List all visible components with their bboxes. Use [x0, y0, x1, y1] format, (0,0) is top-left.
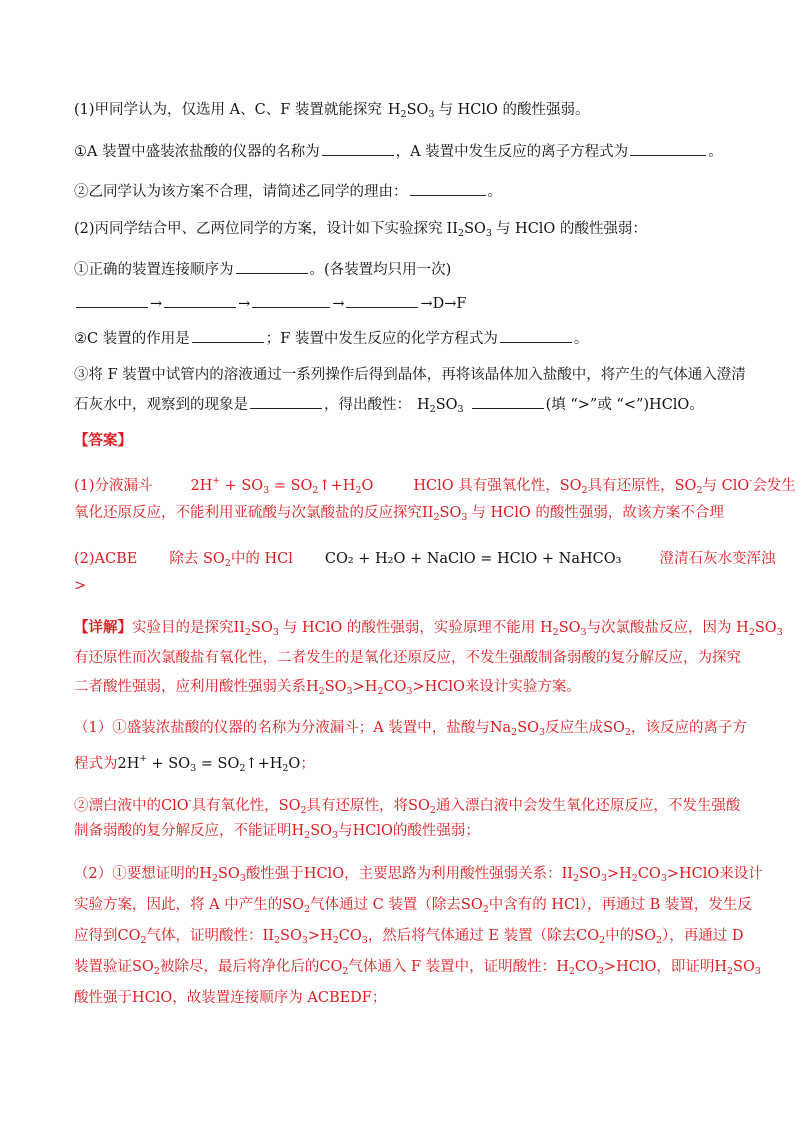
formula-h2so3: $H_2SO_3$ — [387, 102, 435, 120]
q2-2: ②C 装置的作用是 ；F 装置中发生反应的化学方程式为 。 — [74, 328, 588, 349]
q1-2: ②乙同学认为该方案不合理，请简述乙同学的理由： 。 — [74, 181, 502, 202]
detail-p2-l2: 程式为$2H^+ + SO_3$ = $SO_2↑+H_2O$； — [74, 754, 315, 774]
answer-blank[interactable] — [250, 394, 322, 409]
answer-1-line1: (1)分液漏斗 $2H^+ + SO_3$ = $SO_2↑+H_2O$ HClO 具有强氧化性，$SO_2$具有还原性，$SO_2$与 ClO-会发生 — [74, 476, 796, 496]
formula-h2so3: $II_2SO_3$ — [446, 221, 492, 239]
detail-p1-l1: 【详解】实验目的是探究$II_2SO_3$ 与 HClO 的酸性强弱，实验原理不能用 $H_2SO_3$与次氯酸盐反应，因为 $H_2SO_3$ — [74, 619, 783, 638]
answer-blank[interactable] — [236, 259, 308, 274]
detail-p1-l2: 有还原性而次氯酸盐有氧化性，二者发生的是氧化还原反应，不发生强酸制备弱酸的复分解反应，为探究 — [74, 650, 741, 666]
detail-p3-l1: ②漂白液中的ClO-具有氧化性，$SO_2$具有还原性，将$SO_2$通入漂白液中会发生氧化还原反应，不发生强酸 — [74, 796, 741, 816]
detail-p4-l2: 实验方案，因此，将 A 中产生的$SO_2$气体通过 C 装置（除去$SO_2$中含有的 HCl），再通过 B 装置，发生反 — [74, 897, 752, 915]
detail-p4-l4: 装置验证$SO_2$被除尽，最后将净化后的$CO_2$气体通入 F 装置中，证明酸性：$H_2CO_3>HClO$，即证明$H_2SO_3$ — [74, 959, 761, 977]
detail-label: 【详解】 — [74, 619, 132, 636]
answer-label: 【答案】 — [74, 432, 132, 449]
formula-h2so3: $II_2SO_3$ — [422, 505, 468, 523]
answer-blank[interactable] — [500, 328, 572, 343]
q1-intro: (1)甲同学认为，仅选用 A、C、F 装置就能探究 $H_2SO_3$ 与 HClO 的酸性强弱。 — [74, 102, 590, 120]
detail-p3-l2: 制备弱酸的复分解反应，不能证明$H_2SO_3$与HClO的酸性强弱； — [74, 823, 480, 841]
formula-h2so3: $H_2SO_3$ — [417, 397, 464, 415]
q2-3-line2: 石灰水中，观察到的现象是 ，得出酸性： $H_2SO_3$ (填 “>”或 “<”)HClO。 — [74, 394, 704, 420]
q2-3-line1: ③将 F 装置中试管内的溶液通过一系列操作后得到晶体，再将该晶体加入盐酸中，将产生的气体通入澄清 — [74, 367, 746, 383]
answer-blank[interactable] — [76, 293, 148, 308]
answer-blank[interactable] — [192, 328, 264, 343]
answer-blank[interactable] — [252, 293, 330, 308]
answer-1-line2: 氧化还原反应，不能利用亚硫酸与次氯酸盐的反应探究$II_2SO_3$ 与 HClO 的酸性强弱，故该方案不合理 — [74, 505, 724, 523]
answer-2-sign: > — [74, 578, 87, 594]
q2-1: ①正确的装置连接顺序为 。(各装置均只用一次) — [74, 259, 451, 280]
detail-p4-l3: 应得到$CO_2$气体，证明酸性：$II_2SO_3>H_2CO_3$，然后将气体通过 E 装置（除去$CO_2$中的$SO_2$），再通过 D — [74, 928, 744, 946]
chemical-equation: CO₂ + H₂O + NaClO = HClO + NaHCO₃ — [324, 551, 622, 567]
detail-p4-l5: 酸性强于HClO，故装置连接顺序为 ACBEDF； — [74, 990, 387, 1006]
answer-blank[interactable] — [410, 181, 486, 196]
ion-equation: $2H^+ + SO_3$ = $SO_2↑+H_2O$ — [190, 476, 374, 496]
q1-1: ①A 装置中盛装浓盐酸的仪器的名称为 ，A 装置中发生反应的离子方程式为 。 — [74, 141, 723, 162]
answer-blank[interactable] — [346, 293, 418, 308]
q2-1-chain: → → → →D→F — [74, 293, 466, 314]
detail-p4-l1: （2）①要想证明的$H_2SO_3$酸性强于HClO，主要思路为利用酸性强弱关系：$II_2SO_3>H_2CO_3>HClO$来设计 — [74, 866, 763, 884]
q2-intro: (2)丙同学结合甲、乙两位同学的方案，设计如下实验探究 $II_2SO_3$ 与 HClO 的酸性强弱： — [74, 221, 647, 239]
answer-2-line1: (2)ACBE 除去 $SO_2$中的 HCl CO₂ + H₂O + NaClO = HClO + NaHCO₃ 澄清石灰水变浑浊 — [74, 551, 776, 569]
detail-p1-l3: 二者酸性强弱，应利用酸性强弱关系$H_2SO_3>H_2CO_3>HClO$来设计实验方案。 — [74, 679, 581, 697]
detail-p2-l1: （1）①盛装浓盐酸的仪器的名称为分液漏斗；A 装置中，盐酸与$Na_2SO_3$反应生成$SO_2$，该反应的离子方 — [74, 720, 747, 738]
answer-blank[interactable] — [472, 394, 544, 409]
answer-blank[interactable] — [630, 141, 706, 156]
answer-blank[interactable] — [164, 293, 236, 308]
answer-blank[interactable] — [322, 141, 394, 156]
